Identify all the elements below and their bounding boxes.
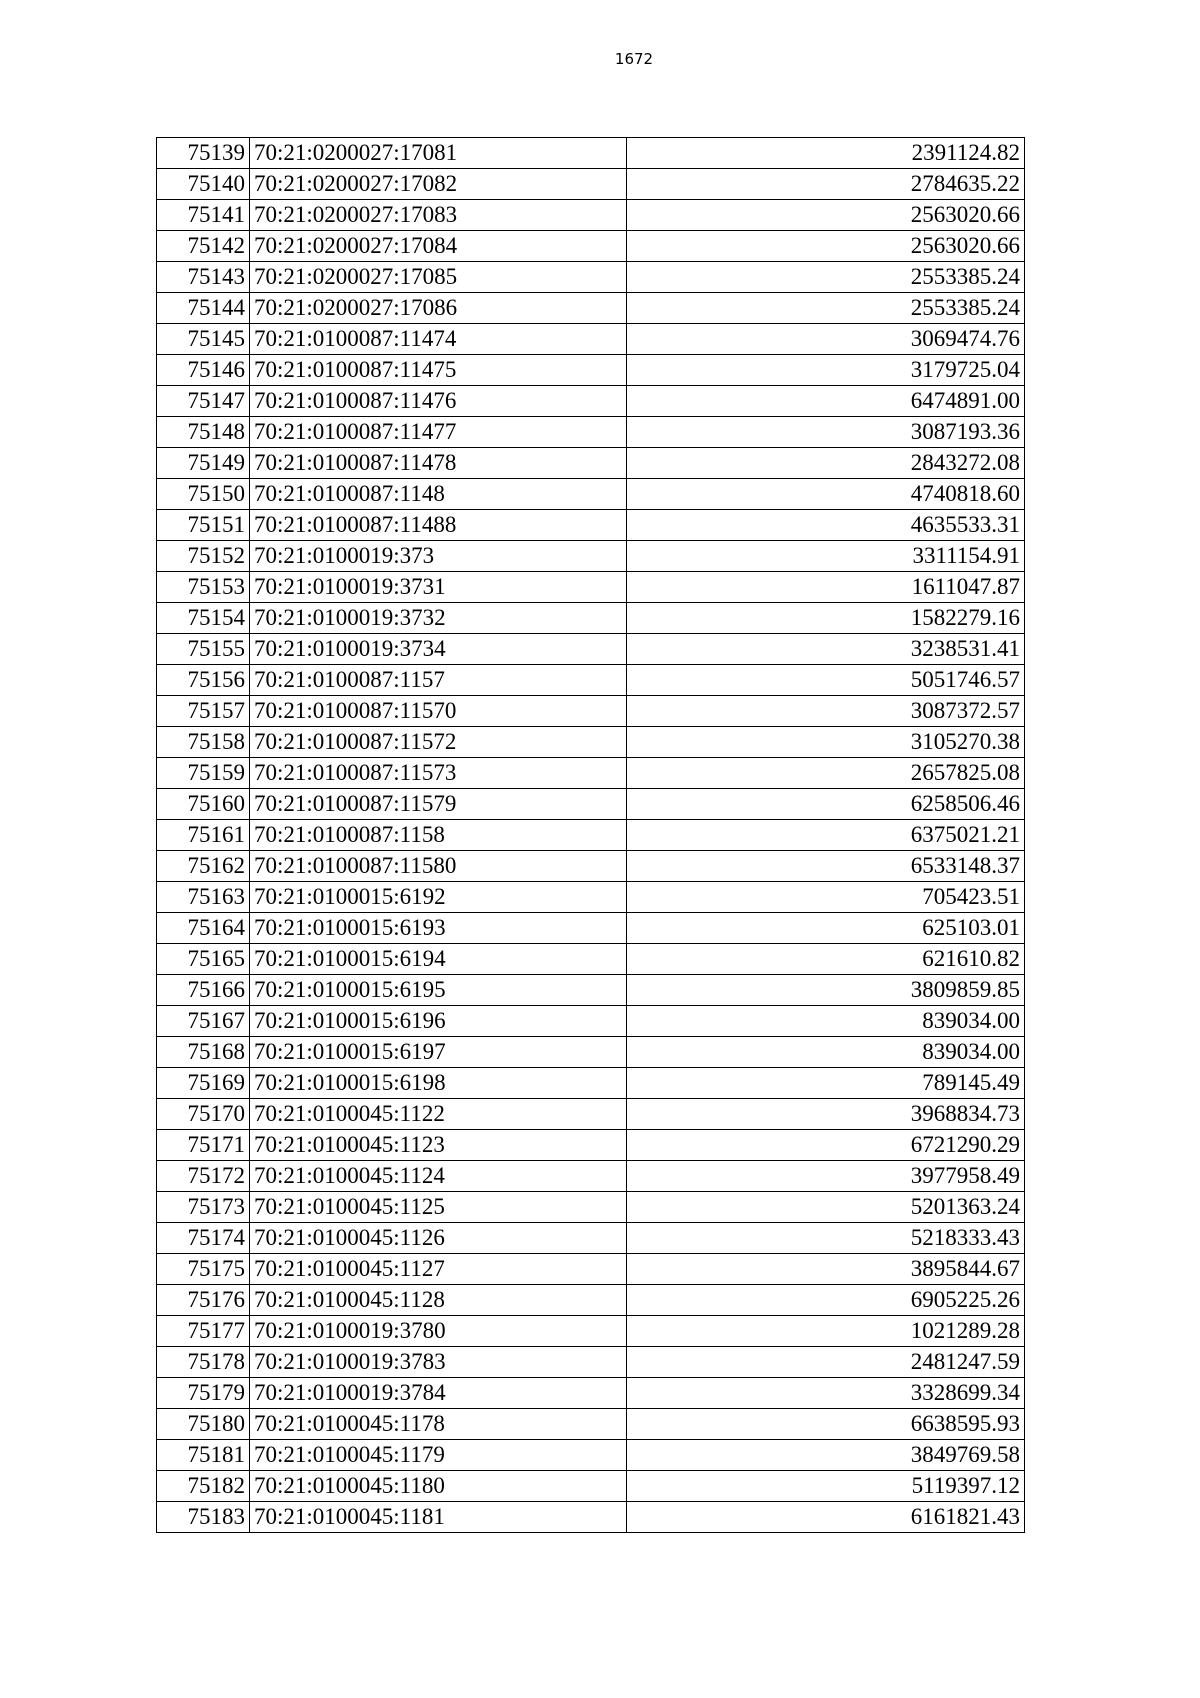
cadastral-number-cell: 70:21:0100019:373 xyxy=(250,541,627,572)
cadastral-value-cell: 621610.82 xyxy=(627,944,1025,975)
cadastral-number-cell: 70:21:0100087:1148 xyxy=(250,479,627,510)
cadastral-number-cell: 70:21:0100019:3780 xyxy=(250,1316,627,1347)
table-row xyxy=(157,1037,1025,1068)
table-row xyxy=(157,1006,1025,1037)
row-number-cell: 75158 xyxy=(157,727,250,758)
row-number-cell: 75169 xyxy=(157,1068,250,1099)
cadastral-value-cell: 6533148.37 xyxy=(627,851,1025,882)
cadastral-value-cell: 705423.51 xyxy=(627,882,1025,913)
row-number-cell: 75168 xyxy=(157,1037,250,1068)
cadastral-value-cell: 6258506.46 xyxy=(627,789,1025,820)
row-number-cell: 75159 xyxy=(157,758,250,789)
cadastral-value-cell: 2553385.24 xyxy=(627,293,1025,324)
cadastral-value-cell: 2481247.59 xyxy=(627,1347,1025,1378)
row-number-cell: 75163 xyxy=(157,882,250,913)
row-number-cell: 75162 xyxy=(157,851,250,882)
cadastral-number-cell: 70:21:0100015:6194 xyxy=(250,944,627,975)
cadastral-number-cell: 70:21:0200027:17085 xyxy=(250,262,627,293)
row-number-cell: 75177 xyxy=(157,1316,250,1347)
table-row xyxy=(157,1440,1025,1471)
row-number-cell: 75170 xyxy=(157,1099,250,1130)
cadastral-number-cell: 70:21:0100045:1122 xyxy=(250,1099,627,1130)
cadastral-value-cell: 2843272.08 xyxy=(627,448,1025,479)
table-row xyxy=(157,355,1025,386)
row-number-cell: 75139 xyxy=(157,138,250,169)
cadastral-number-cell: 70:21:0100015:6195 xyxy=(250,975,627,1006)
cadastral-number-cell: 70:21:0100045:1128 xyxy=(250,1285,627,1316)
table-row xyxy=(157,169,1025,200)
table-row xyxy=(157,1223,1025,1254)
cadastral-value-cell: 2391124.82 xyxy=(627,138,1025,169)
row-number-cell: 75148 xyxy=(157,417,250,448)
table-row xyxy=(157,479,1025,510)
cadastral-value-cell: 839034.00 xyxy=(627,1037,1025,1068)
cadastral-number-cell: 70:21:0200027:17083 xyxy=(250,200,627,231)
row-number-cell: 75151 xyxy=(157,510,250,541)
cadastral-value-cell: 3087193.36 xyxy=(627,417,1025,448)
table-row xyxy=(157,138,1025,169)
row-number-cell: 75172 xyxy=(157,1161,250,1192)
cadastral-value-cell: 2563020.66 xyxy=(627,231,1025,262)
cadastral-number-cell: 70:21:0100015:6197 xyxy=(250,1037,627,1068)
cadastral-value-cell: 3809859.85 xyxy=(627,975,1025,1006)
cadastral-number-cell: 70:21:0100045:1124 xyxy=(250,1161,627,1192)
cadastral-value-cell: 789145.49 xyxy=(627,1068,1025,1099)
cadastral-number-cell: 70:21:0100045:1125 xyxy=(250,1192,627,1223)
cadastral-number-cell: 70:21:0100019:3784 xyxy=(250,1378,627,1409)
cadastral-number-cell: 70:21:0100045:1179 xyxy=(250,1440,627,1471)
table-row xyxy=(157,1254,1025,1285)
cadastral-value-cell: 6375021.21 xyxy=(627,820,1025,851)
table-row xyxy=(157,1285,1025,1316)
cadastral-value-cell: 3179725.04 xyxy=(627,355,1025,386)
cadastral-number-cell: 70:21:0100045:1123 xyxy=(250,1130,627,1161)
row-number-cell: 75164 xyxy=(157,913,250,944)
cadastral-value-cell: 1582279.16 xyxy=(627,603,1025,634)
cadastral-number-cell: 70:21:0200027:17082 xyxy=(250,169,627,200)
table-row xyxy=(157,820,1025,851)
cadastral-value-cell: 2563020.66 xyxy=(627,200,1025,231)
cadastral-value-cell: 3311154.91 xyxy=(627,541,1025,572)
cadastral-number-cell: 70:21:0200027:17084 xyxy=(250,231,627,262)
row-number-cell: 75141 xyxy=(157,200,250,231)
table-row xyxy=(157,696,1025,727)
table-row xyxy=(157,1316,1025,1347)
row-number-cell: 75166 xyxy=(157,975,250,1006)
row-number-cell: 75174 xyxy=(157,1223,250,1254)
row-number-cell: 75173 xyxy=(157,1192,250,1223)
cadastral-number-cell: 70:21:0100019:3732 xyxy=(250,603,627,634)
page-number: 1672 xyxy=(614,50,654,68)
cadastral-number-cell: 70:21:0100087:1158 xyxy=(250,820,627,851)
cadastral-value-cell: 6474891.00 xyxy=(627,386,1025,417)
cadastral-value-cell: 6905225.26 xyxy=(627,1285,1025,1316)
table-row xyxy=(157,1409,1025,1440)
cadastral-number-cell: 70:21:0100015:6196 xyxy=(250,1006,627,1037)
cadastral-value-cell: 6638595.93 xyxy=(627,1409,1025,1440)
row-number-cell: 75167 xyxy=(157,1006,250,1037)
cadastral-value-cell: 5201363.24 xyxy=(627,1192,1025,1223)
cadastral-value-cell: 3069474.76 xyxy=(627,324,1025,355)
cadastral-value-cell: 625103.01 xyxy=(627,913,1025,944)
cadastral-number-cell: 70:21:0100087:11477 xyxy=(250,417,627,448)
cadastral-number-cell: 70:21:0100019:3731 xyxy=(250,572,627,603)
cadastral-value-cell: 4740818.60 xyxy=(627,479,1025,510)
cadastral-number-cell: 70:21:0100015:6193 xyxy=(250,913,627,944)
row-number-cell: 75157 xyxy=(157,696,250,727)
row-number-cell: 75179 xyxy=(157,1378,250,1409)
cadastral-value-cell: 2657825.08 xyxy=(627,758,1025,789)
cadastral-value-cell: 5119397.12 xyxy=(627,1471,1025,1502)
table-row xyxy=(157,944,1025,975)
row-number-cell: 75146 xyxy=(157,355,250,386)
row-number-cell: 75142 xyxy=(157,231,250,262)
table-row xyxy=(157,882,1025,913)
table-row xyxy=(157,789,1025,820)
row-number-cell: 75160 xyxy=(157,789,250,820)
cadastral-value-cell: 3849769.58 xyxy=(627,1440,1025,1471)
table-row xyxy=(157,1502,1025,1533)
table-row xyxy=(157,851,1025,882)
row-number-cell: 75144 xyxy=(157,293,250,324)
table-row xyxy=(157,510,1025,541)
row-number-cell: 75154 xyxy=(157,603,250,634)
table-row xyxy=(157,231,1025,262)
cadastral-number-cell: 70:21:0200027:17086 xyxy=(250,293,627,324)
cadastral-value-cell: 3105270.38 xyxy=(627,727,1025,758)
table-row xyxy=(157,572,1025,603)
row-number-cell: 75176 xyxy=(157,1285,250,1316)
cadastral-number-cell: 70:21:0100045:1178 xyxy=(250,1409,627,1440)
row-number-cell: 75149 xyxy=(157,448,250,479)
cadastral-value-cell: 5218333.43 xyxy=(627,1223,1025,1254)
cadastral-number-cell: 70:21:0100087:11488 xyxy=(250,510,627,541)
table-row xyxy=(157,1347,1025,1378)
cadastral-number-cell: 70:21:0100087:11476 xyxy=(250,386,627,417)
table-row xyxy=(157,1192,1025,1223)
cadastral-number-cell: 70:21:0100045:1180 xyxy=(250,1471,627,1502)
row-number-cell: 75165 xyxy=(157,944,250,975)
cadastral-value-cell: 839034.00 xyxy=(627,1006,1025,1037)
cadastral-value-cell: 6721290.29 xyxy=(627,1130,1025,1161)
cadastral-value-cell: 1611047.87 xyxy=(627,572,1025,603)
table-row xyxy=(157,603,1025,634)
table-row xyxy=(157,1099,1025,1130)
cadastral-number-cell: 70:21:0100087:11475 xyxy=(250,355,627,386)
table-row xyxy=(157,634,1025,665)
cadastral-number-cell: 70:21:0100087:11478 xyxy=(250,448,627,479)
table-row xyxy=(157,417,1025,448)
row-number-cell: 75153 xyxy=(157,572,250,603)
cadastral-value-cell: 3977958.49 xyxy=(627,1161,1025,1192)
cadastral-value-cell: 6161821.43 xyxy=(627,1502,1025,1533)
table-row xyxy=(157,386,1025,417)
table-row xyxy=(157,1378,1025,1409)
cadastral-value-cell: 1021289.28 xyxy=(627,1316,1025,1347)
cadastral-value-cell: 5051746.57 xyxy=(627,665,1025,696)
table-row xyxy=(157,1471,1025,1502)
row-number-cell: 75181 xyxy=(157,1440,250,1471)
row-number-cell: 75178 xyxy=(157,1347,250,1378)
cadastral-number-cell: 70:21:0100087:11570 xyxy=(250,696,627,727)
table-row xyxy=(157,1130,1025,1161)
table-body xyxy=(157,138,1025,1533)
row-number-cell: 75175 xyxy=(157,1254,250,1285)
cadastral-value-cell: 2553385.24 xyxy=(627,262,1025,293)
table-row xyxy=(157,448,1025,479)
table-row xyxy=(157,975,1025,1006)
cadastral-number-cell: 70:21:0100087:11572 xyxy=(250,727,627,758)
table-row xyxy=(157,1068,1025,1099)
row-number-cell: 75143 xyxy=(157,262,250,293)
cadastral-number-cell: 70:21:0100019:3783 xyxy=(250,1347,627,1378)
table-row xyxy=(157,913,1025,944)
cadastral-number-cell: 70:21:0100087:11474 xyxy=(250,324,627,355)
cadastral-value-cell: 2784635.22 xyxy=(627,169,1025,200)
table-row xyxy=(157,293,1025,324)
cadastral-number-cell: 70:21:0100015:6198 xyxy=(250,1068,627,1099)
cadastral-number-cell: 70:21:0100045:1181 xyxy=(250,1502,627,1533)
cadastral-value-cell: 3968834.73 xyxy=(627,1099,1025,1130)
cadastral-number-cell: 70:21:0100045:1127 xyxy=(250,1254,627,1285)
cadastral-number-cell: 70:21:0100087:11580 xyxy=(250,851,627,882)
table-row xyxy=(157,324,1025,355)
row-number-cell: 75161 xyxy=(157,820,250,851)
cadastral-value-cell: 3238531.41 xyxy=(627,634,1025,665)
row-number-cell: 75150 xyxy=(157,479,250,510)
table-row xyxy=(157,541,1025,572)
row-number-cell: 75140 xyxy=(157,169,250,200)
row-number-cell: 75147 xyxy=(157,386,250,417)
cadastral-number-cell: 70:21:0100015:6192 xyxy=(250,882,627,913)
table-row xyxy=(157,200,1025,231)
cadastral-value-cell: 3328699.34 xyxy=(627,1378,1025,1409)
table-row xyxy=(157,758,1025,789)
row-number-cell: 75183 xyxy=(157,1502,250,1533)
table-row xyxy=(157,665,1025,696)
row-number-cell: 75155 xyxy=(157,634,250,665)
cadastral-number-cell: 70:21:0100087:1157 xyxy=(250,665,627,696)
table-row xyxy=(157,1161,1025,1192)
row-number-cell: 75156 xyxy=(157,665,250,696)
cadastral-number-cell: 70:21:0100045:1126 xyxy=(250,1223,627,1254)
cadastral-value-table xyxy=(156,137,1025,1533)
cadastral-value-cell: 3895844.67 xyxy=(627,1254,1025,1285)
row-number-cell: 75145 xyxy=(157,324,250,355)
cadastral-number-cell: 70:21:0100087:11573 xyxy=(250,758,627,789)
row-number-cell: 75152 xyxy=(157,541,250,572)
cadastral-number-cell: 70:21:0100019:3734 xyxy=(250,634,627,665)
row-number-cell: 75171 xyxy=(157,1130,250,1161)
table-row xyxy=(157,262,1025,293)
table-row xyxy=(157,727,1025,758)
row-number-cell: 75182 xyxy=(157,1471,250,1502)
row-number-cell: 75180 xyxy=(157,1409,250,1440)
cadastral-number-cell: 70:21:0100087:11579 xyxy=(250,789,627,820)
cadastral-value-cell: 3087372.57 xyxy=(627,696,1025,727)
cadastral-number-cell: 70:21:0200027:17081 xyxy=(250,138,627,169)
cadastral-value-cell: 4635533.31 xyxy=(627,510,1025,541)
